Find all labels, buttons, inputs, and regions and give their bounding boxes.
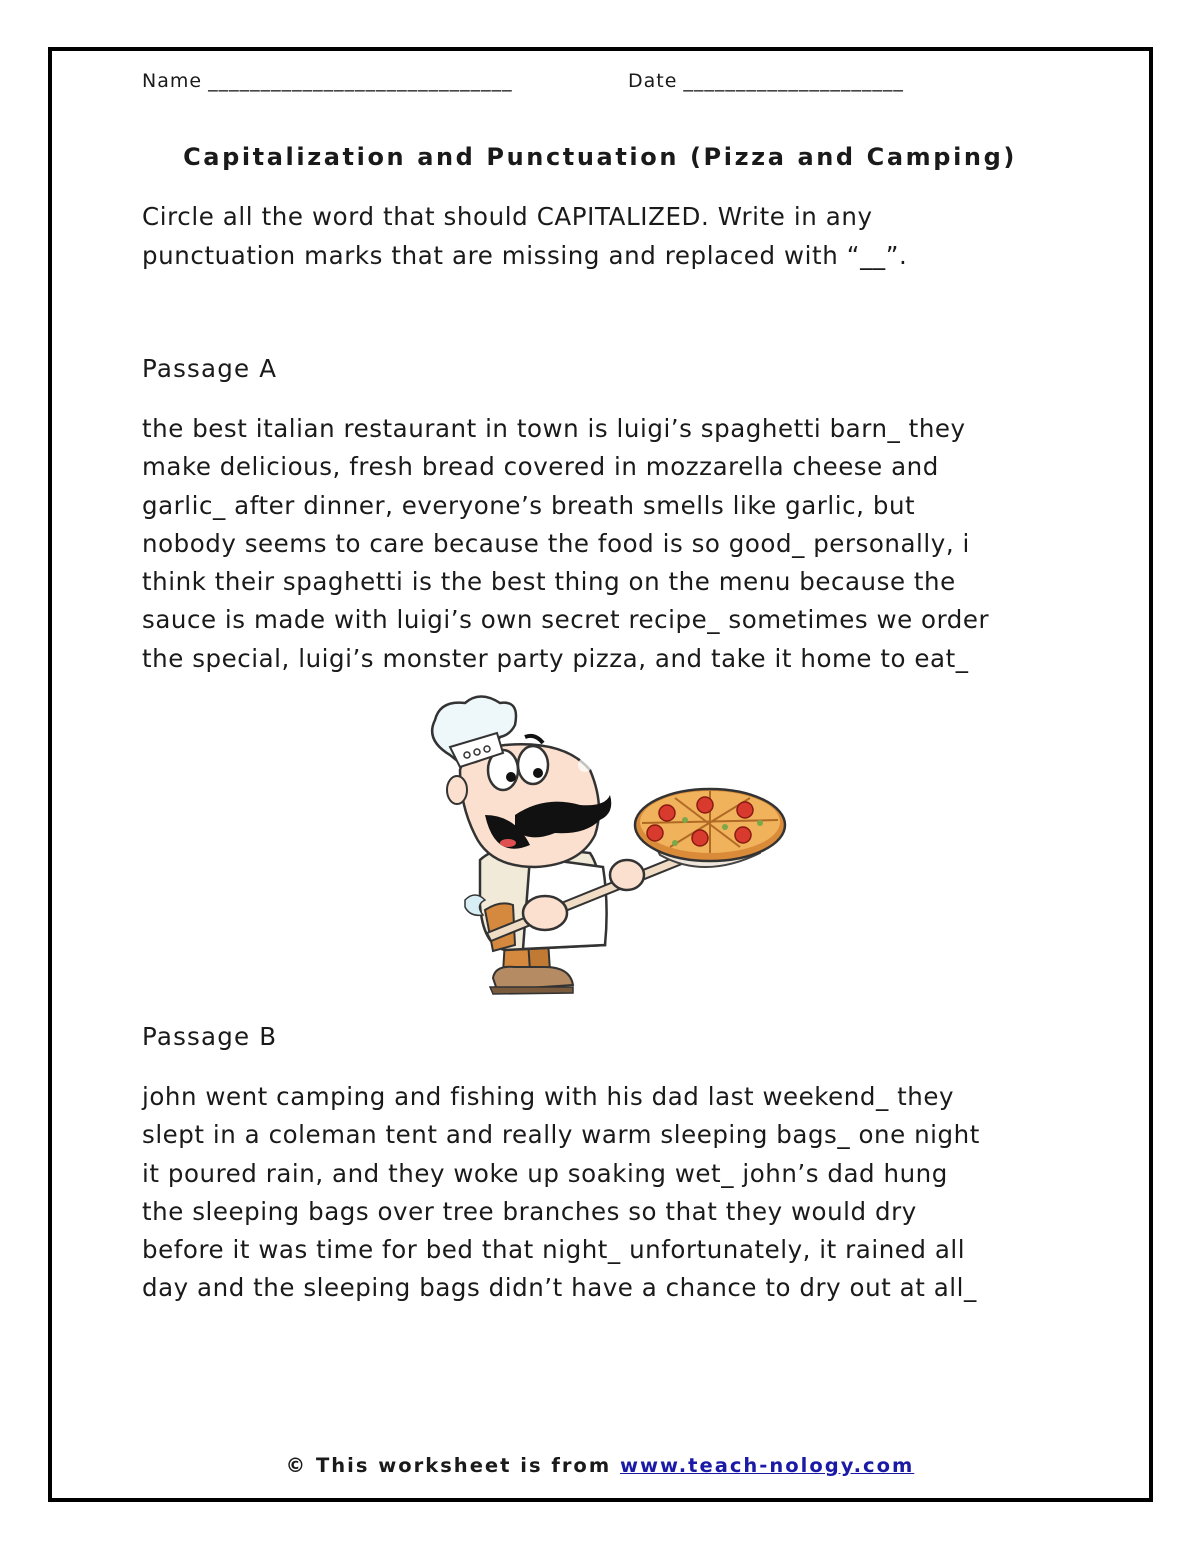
date-field: [628, 70, 904, 92]
passage-line: the sleeping bags over tree branches so that they would dry: [142, 1196, 917, 1226]
passage-line: garlic_ after dinner, everyone’s breath smells like garlic, but: [142, 490, 916, 520]
name-label: Name: [142, 70, 203, 92]
pizza: [635, 789, 785, 861]
date-label: Date: [628, 70, 678, 92]
passage-line: sauce is made with luigi’s own secret recipe_ sometimes we order: [142, 605, 990, 635]
chef-with-pizza-icon: [405, 695, 790, 1000]
worksheet-title: Capitalization and Punctuation (Pizza and Camping): [183, 143, 1017, 171]
passage-line: the best italian restaurant in town is luigi’s spaghetti barn_ they: [142, 414, 966, 443]
passage-b-text: [142, 1078, 1072, 1308]
passage-line: think their spaghetti is the best thing on the menu because the: [142, 567, 956, 597]
name-blank[interactable]: _____________________________: [208, 70, 513, 92]
instructions-line: punctuation marks that are missing and replaced with “__”.: [142, 240, 908, 270]
footer: [0, 1454, 1200, 1477]
passage-line: nobody seems to care because the food is so good_ personally, i: [142, 528, 970, 558]
footer-link[interactable]: www.teach-nology.com: [619, 1454, 915, 1477]
passage-line: john went camping and fishing with his dad last weekend_ they: [142, 1082, 955, 1111]
instructions-line: Circle all the word that should CAPITALIZED. Write in any: [142, 202, 873, 231]
footer-text: © This worksheet is from: [285, 1454, 620, 1477]
passage-line: it poured rain, and they woke up soaking wet_ john’s dad hung: [142, 1158, 948, 1188]
name-date-row: [142, 70, 904, 92]
passage-line: the special, luigi’s monster party pizza, and take it home to eat_: [142, 643, 969, 673]
passage-line: day and the sleeping bags didn’t have a chance to dry out at all_: [142, 1273, 977, 1303]
passage-b-heading: Passage B: [142, 1022, 278, 1051]
passage-line: slept in a coleman tent and really warm sleeping bags_ one night: [142, 1120, 980, 1150]
passage-line: before it was time for bed that night_ unfortunately, it rained all: [142, 1235, 966, 1265]
passage-a-heading: Passage A: [142, 354, 278, 383]
passage-a-text: [142, 410, 1072, 678]
passage-line: make delicious, fresh bread covered in mozzarella cheese and: [142, 452, 939, 482]
date-blank[interactable]: _____________________: [683, 70, 904, 92]
instructions: [142, 198, 1062, 275]
